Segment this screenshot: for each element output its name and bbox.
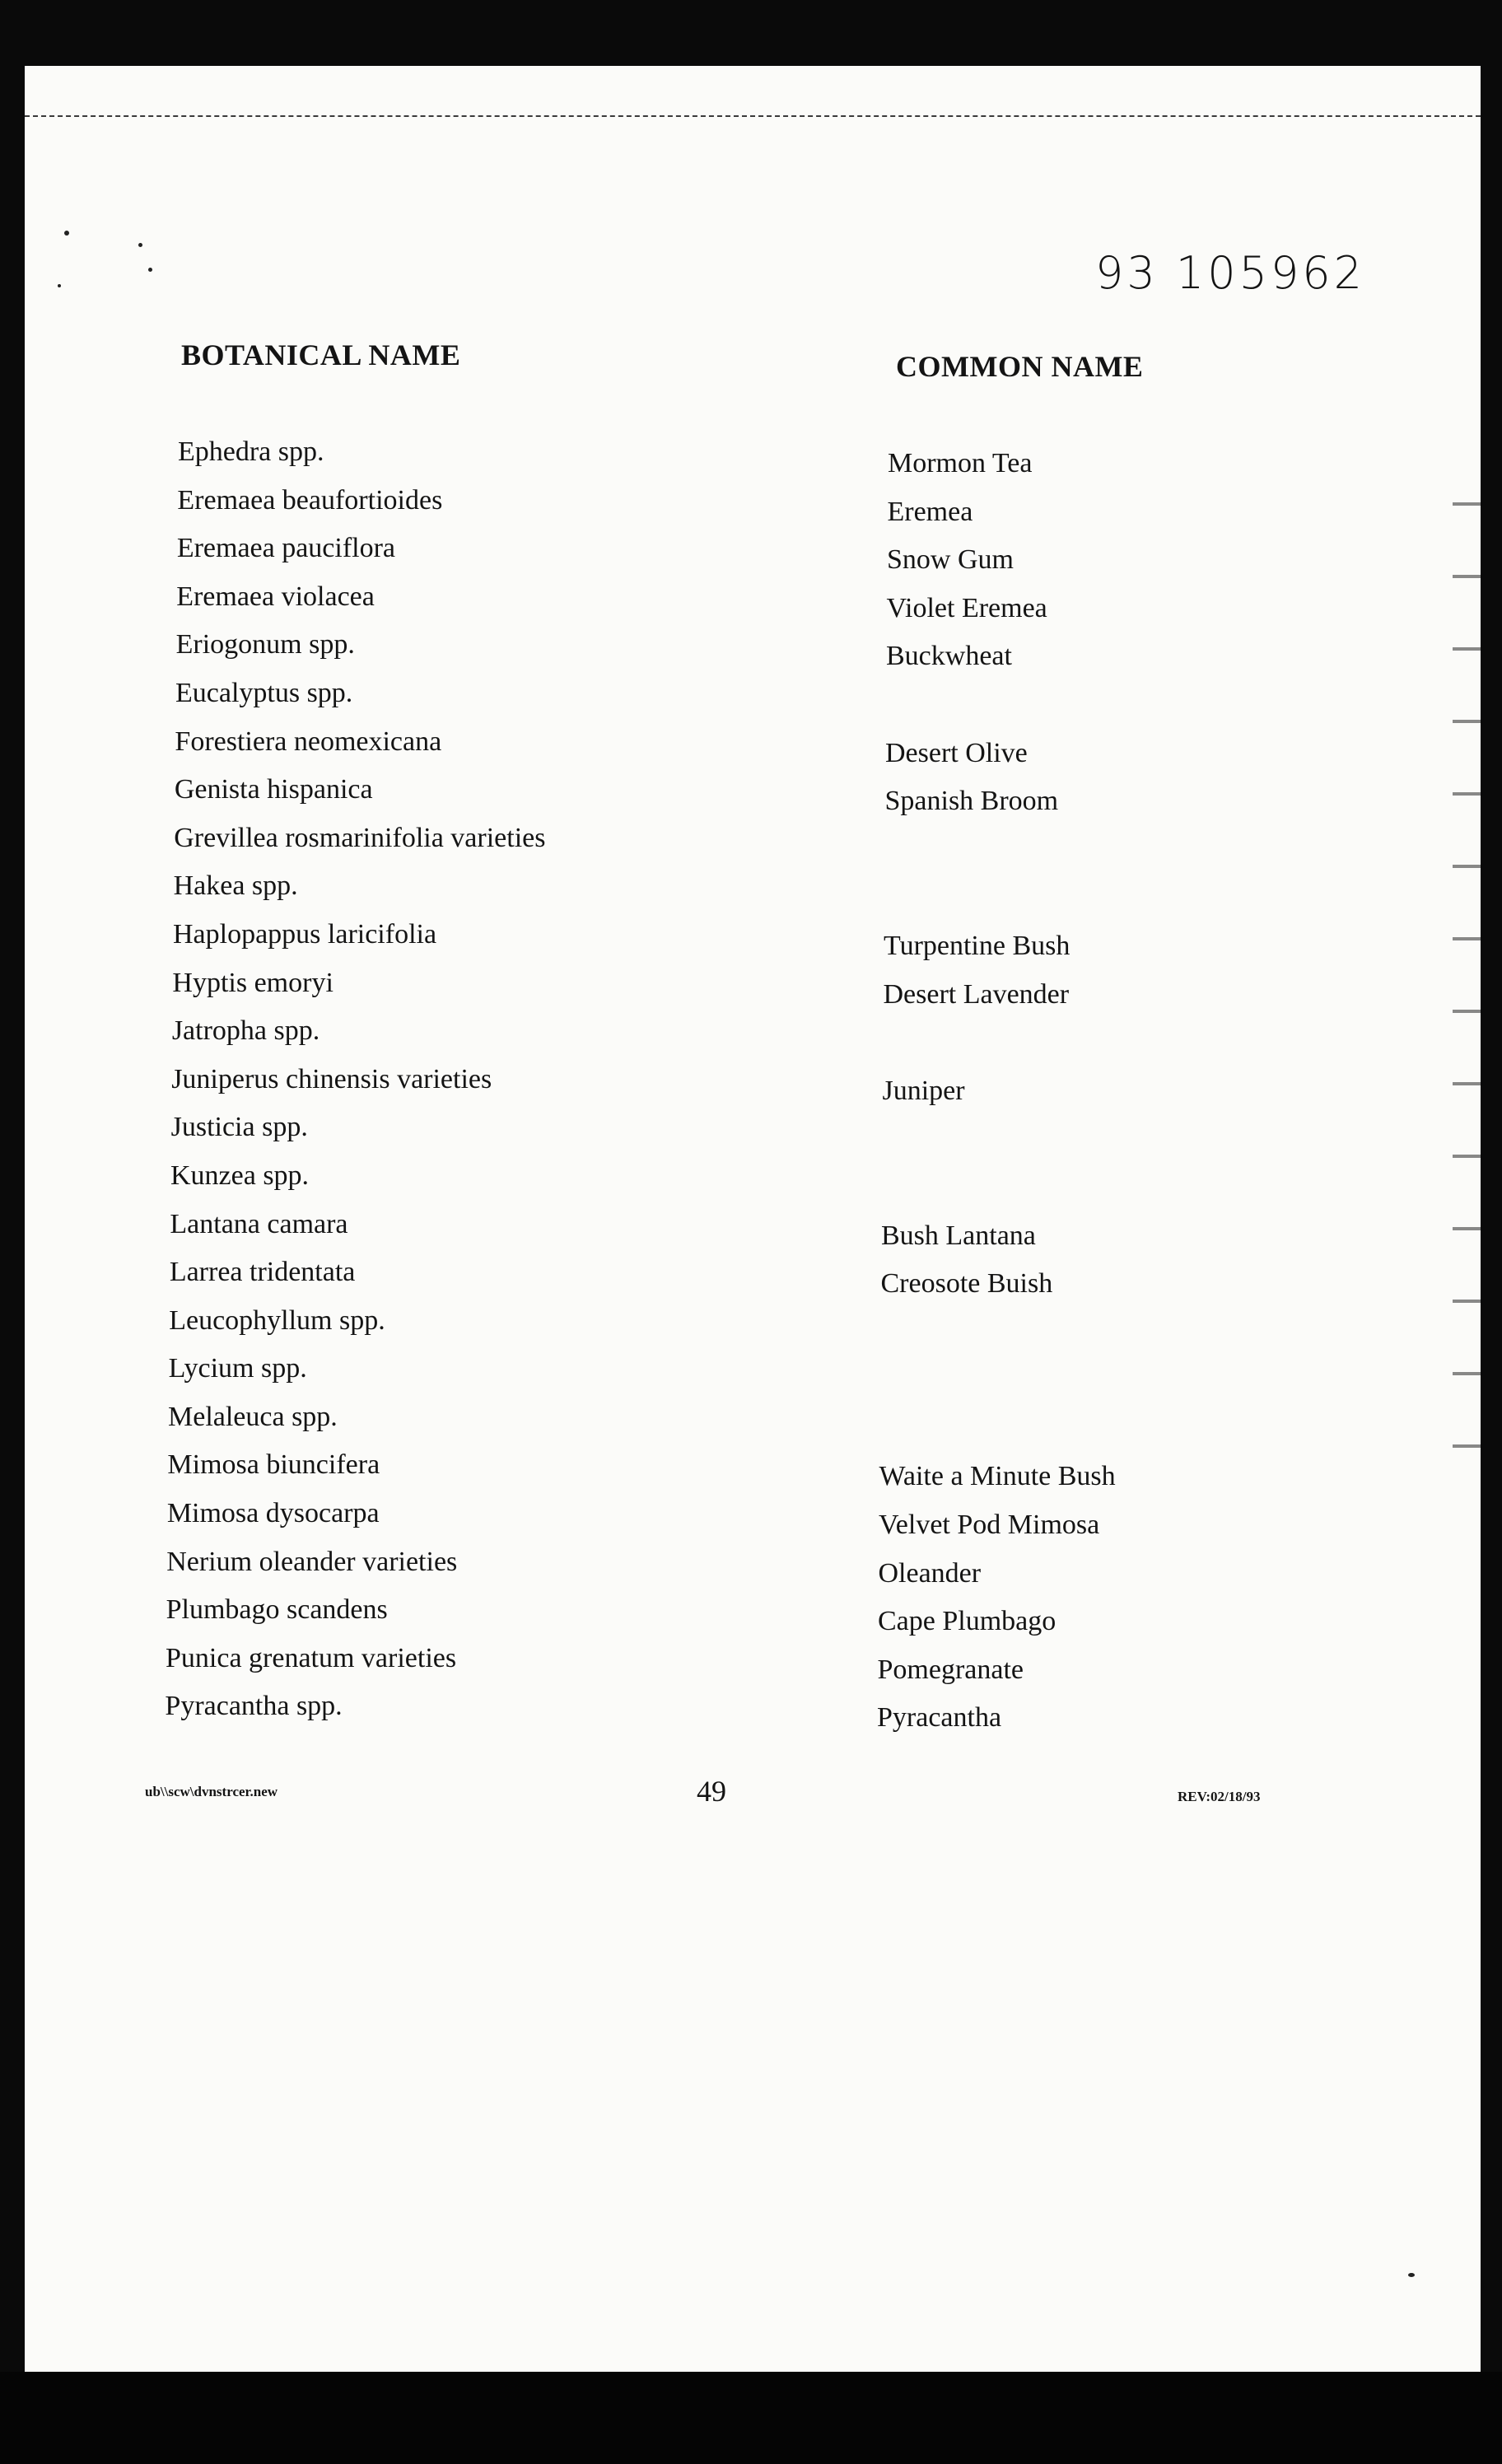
botanical-name-item: Eremaea violacea xyxy=(176,581,375,612)
common-name-item xyxy=(884,826,1464,875)
common-name-item: Eremea xyxy=(887,496,973,527)
scan-speck xyxy=(1408,2273,1415,2277)
botanical-name-item: Punica grenatum varieties xyxy=(166,1642,457,1673)
botanical-name-item: Lantana camara xyxy=(170,1208,348,1239)
revision-date: REV:02/18/93 xyxy=(1178,1789,1261,1804)
botanical-name-item: Lycium spp. xyxy=(168,1353,307,1384)
common-name-item xyxy=(883,1019,1464,1067)
botanical-name-item: Eremaea beaufortioides xyxy=(177,484,443,516)
common-name-item: Juniper xyxy=(882,1075,965,1106)
common-name-item: Bush Lantana xyxy=(881,1220,1036,1251)
botanical-name-item: Hakea spp. xyxy=(173,870,298,902)
file-path: ub\\scw\dvnstrcer.new xyxy=(145,1784,278,1799)
common-name-item: Desert Lavender xyxy=(883,978,1070,1010)
scan-speck xyxy=(64,231,69,236)
botanical-name-item: Hyptis emoryi xyxy=(172,967,334,998)
botanical-name-item: Melaleuca spp. xyxy=(168,1401,338,1432)
botanical-name-item: Eremaea pauciflora xyxy=(176,533,396,564)
botanical-name-item: Eriogonum spp. xyxy=(175,629,355,660)
common-name-header: COMMON NAME xyxy=(896,350,1144,383)
botanical-name-header: BOTANICAL NAME xyxy=(181,338,461,371)
botanical-name-item: Forestiera neomexicana xyxy=(175,726,442,757)
common-name-item: Creosote Buish xyxy=(880,1268,1053,1300)
common-name-item xyxy=(880,1356,1465,1405)
common-name-item: Buckwheat xyxy=(886,641,1012,672)
common-name-column xyxy=(877,440,1464,1743)
common-name-item xyxy=(880,1309,1464,1357)
botanical-name-item: Larrea tridentata xyxy=(169,1257,356,1288)
common-name-item xyxy=(879,1405,1464,1454)
page-number: 49 xyxy=(697,1775,726,1808)
botanical-name-item: Kunzea spp. xyxy=(170,1160,310,1191)
botanical-name-item: Juniperus chinensis varieties xyxy=(171,1063,492,1094)
header-rule xyxy=(25,115,1481,117)
botanical-name-item: Haplopappus laricifolia xyxy=(173,918,437,950)
botanical-name-item: Justicia spp. xyxy=(170,1112,308,1143)
common-name-item: Cape Plumbago xyxy=(878,1606,1057,1637)
botanical-name-item: Genista hispanica xyxy=(174,774,373,805)
botanical-name-item: Eucalyptus spp. xyxy=(175,677,353,708)
common-name-item: Spanish Broom xyxy=(884,786,1059,817)
botanical-name-item: Jatropha spp. xyxy=(171,1015,320,1047)
scan-border-bottom xyxy=(0,2372,1502,2464)
common-name-item xyxy=(882,1115,1464,1164)
common-name-item: Velvet Pod Mimosa xyxy=(879,1510,1100,1541)
common-name-item: Oleander xyxy=(878,1557,982,1589)
botanical-name-column xyxy=(165,428,820,1731)
common-name-item: Snow Gum xyxy=(887,544,1014,576)
common-name-item: Desert Olive xyxy=(885,737,1028,768)
common-name-item xyxy=(884,874,1465,922)
common-name-item xyxy=(882,1164,1465,1212)
common-name-item: Mormon Tea xyxy=(888,448,1033,478)
botanical-name-item: Plumbago scandens xyxy=(166,1594,388,1626)
botanical-name-item: Mimosa biuncifera xyxy=(167,1449,380,1481)
botanical-name-item: Nerium oleander varieties xyxy=(166,1546,458,1577)
scan-speck xyxy=(138,243,142,247)
common-name-item: Turpentine Bush xyxy=(884,930,1071,961)
document-number: 93 105962 xyxy=(1095,247,1366,299)
botanical-name-item: Grevillea rosmarinifolia varieties xyxy=(174,822,546,853)
scan-speck xyxy=(148,268,152,272)
document-page xyxy=(25,66,1481,2372)
botanical-name-item: Ephedra spp. xyxy=(178,436,324,467)
common-name-item xyxy=(886,681,1465,730)
common-name-item: Pyracantha xyxy=(877,1702,1002,1734)
botanical-name-item: Leucophyllum spp. xyxy=(169,1304,385,1336)
common-name-item: Pomegranate xyxy=(877,1654,1024,1685)
scan-speck xyxy=(58,284,61,287)
common-name-item: Waite a Minute Bush xyxy=(879,1461,1116,1492)
common-name-item: Violet Eremea xyxy=(886,592,1047,623)
botanical-name-item: Mimosa dysocarpa xyxy=(166,1498,380,1529)
botanical-name-item: Pyracantha spp. xyxy=(165,1691,343,1722)
